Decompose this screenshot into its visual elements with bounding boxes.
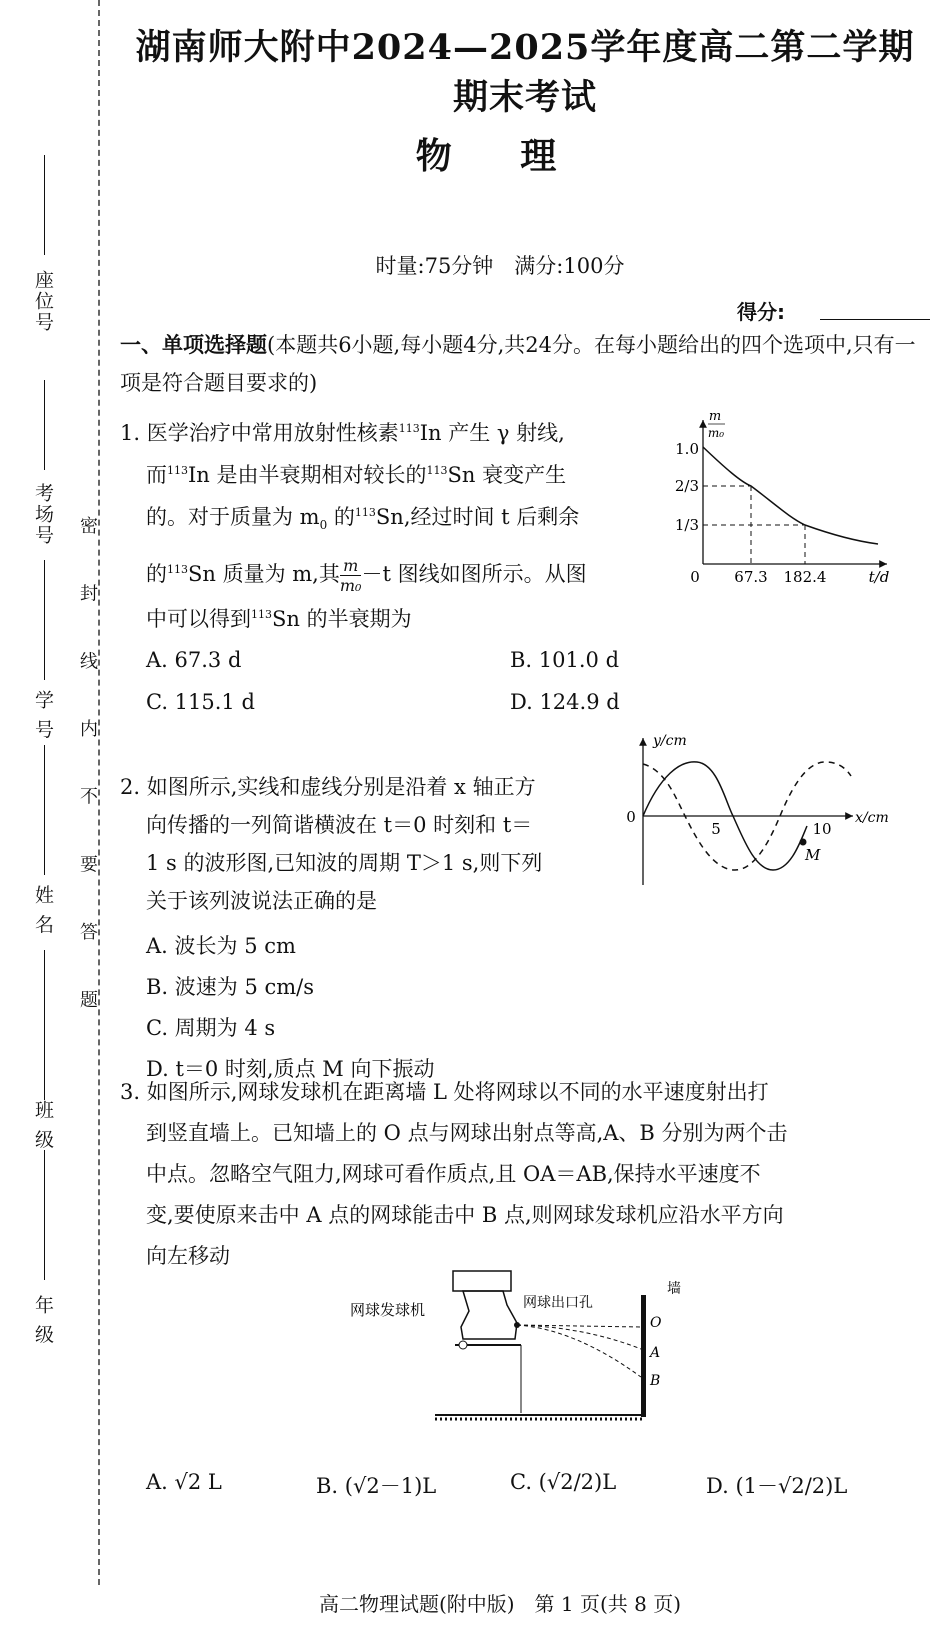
- q1-line: [120, 596, 680, 638]
- origin-label: 0: [626, 808, 636, 826]
- subscript: 0: [319, 518, 328, 533]
- outlet-label: 网球出口孔: [523, 1295, 593, 1311]
- score-blank: [820, 319, 930, 320]
- q1-text: －t 图线如图所示。从图: [361, 562, 587, 587]
- point-o-label: O: [650, 1315, 662, 1331]
- trajectory-b: [517, 1325, 641, 1377]
- q2-option-b[interactable]: B. 波速为 5 cm/s: [146, 975, 315, 999]
- q2-line: 向传播的一列简谐横波在 t＝0 时刻和 t＝: [146, 813, 533, 837]
- isotope-mass: 113: [167, 563, 188, 577]
- seat-label: 座位号: [32, 270, 54, 333]
- section-heading: [120, 326, 935, 402]
- q3-option-d[interactable]: D. (1－√2/2)L: [706, 1474, 848, 1498]
- x-tick-label: 67.3: [734, 568, 768, 586]
- machine-body: [461, 1291, 517, 1339]
- grade-label: 年 级: [32, 1295, 54, 1346]
- q1-text: 而: [146, 463, 167, 487]
- trajectory-o: [517, 1325, 641, 1327]
- wave-chart: [625, 730, 910, 900]
- isotope-mass: 113: [426, 464, 448, 477]
- trajectory-a: [517, 1325, 641, 1349]
- exam-title: 湖南师大附中2024—2025学年度高二第二学期期末考试: [135, 27, 915, 118]
- seal-notice: 密 封 线 内 不 要 答 题: [77, 516, 98, 1031]
- q3-line: 中点。忽略空气阻力,网球可看作质点,且 OA＝AB,保持水平速度不: [146, 1162, 761, 1186]
- x-tick-label: 182.4: [783, 568, 827, 586]
- fraction-num: m: [340, 556, 362, 576]
- room-blank: [44, 380, 45, 470]
- q1-text: 的: [146, 562, 167, 587]
- point-a-label: A: [650, 1345, 661, 1361]
- class-label: 班 级: [32, 1100, 54, 1151]
- q1-line: [120, 544, 680, 596]
- wall: [641, 1295, 646, 1417]
- name-label: 姓 名: [32, 885, 54, 936]
- q3-line: 变,要使原来击中 A 点的网球能击中 B 点,则网球发球机应沿水平方向: [146, 1203, 784, 1227]
- q3-option-c[interactable]: C. (√2/2)L: [510, 1470, 617, 1494]
- y-label: y/cm: [653, 733, 687, 749]
- x-tick-label: 5: [711, 820, 721, 838]
- q1-text: 的。对于质量为 m: [146, 505, 320, 529]
- q2-option-d[interactable]: D. t＝0 时刻,质点 M 向下振动: [146, 1057, 435, 1081]
- q1-text: In 产生 γ 射线,: [419, 421, 565, 445]
- section-title: 一、单项选择题: [120, 332, 267, 357]
- question-3: [120, 1072, 935, 1277]
- isotope-mass: 113: [354, 506, 376, 519]
- q1-option-b[interactable]: B. 101.0 d: [510, 648, 620, 672]
- q1-option-c[interactable]: C. 115.1 d: [146, 690, 255, 714]
- y-tick-label: 1/3: [674, 516, 699, 534]
- y-tick-label: 2/3: [674, 477, 699, 495]
- subject-title: 物 理: [415, 135, 585, 177]
- page-footer: 高二物理试题(附中版) 第 1 页(共 8 页): [318, 1592, 682, 1616]
- q1-text: In 是由半衰期相对较长的: [188, 463, 427, 487]
- class-blank: [44, 950, 45, 1100]
- tennis-figure: [345, 1265, 695, 1435]
- q1-line: [120, 452, 680, 494]
- decay-chart: [665, 400, 905, 620]
- section-note: (本题共6小题,每小题4分,共24分。在每小题给出的四个选项中,只有一项是符合题目要求的): [120, 333, 916, 395]
- score-label: 得分:: [737, 300, 785, 324]
- q1-text: 中可以得到: [146, 607, 251, 632]
- q1-text: Sn 的半衰期为: [272, 607, 412, 632]
- q2-option-a[interactable]: A. 波长为 5 cm: [146, 934, 296, 958]
- isotope-mass: 113: [251, 608, 272, 622]
- y-label-den: m₀: [707, 426, 725, 440]
- x-label: x/cm: [855, 810, 889, 826]
- grade-blank: [44, 1150, 45, 1280]
- question-1: [120, 410, 680, 638]
- y-tick-label: 1.0: [675, 440, 699, 458]
- machine-label: 网球发球机: [350, 1301, 426, 1319]
- q3-option-b[interactable]: B. (√2－1)L: [316, 1474, 437, 1498]
- q2-line: 2. 如图所示,实线和虚线分别是沿着 x 轴正方: [120, 775, 536, 799]
- isotope-mass: 113: [398, 422, 420, 435]
- q3-option-a[interactable]: A. √2 L: [146, 1470, 222, 1494]
- q3-line: 3. 如图所示,网球发球机在距离墙 L 处将网球以不同的水平速度射出打: [120, 1080, 769, 1104]
- decay-curve: [703, 447, 878, 544]
- origin-label: 0: [690, 568, 700, 586]
- point-m-marker: [800, 839, 807, 846]
- q1-text: Sn 衰变产生: [447, 463, 567, 487]
- isotope-mass: 113: [167, 464, 188, 477]
- wall-label: 墙: [667, 1281, 681, 1297]
- q1-line: [120, 494, 680, 544]
- q1-text: 1. 医学治疗中常用放射性核素: [120, 421, 399, 445]
- x-tick-label: 10: [812, 820, 832, 838]
- q3-line: 向左移动: [146, 1244, 230, 1268]
- y-label-num: m: [708, 409, 722, 424]
- name-blank: [44, 745, 45, 875]
- q1-option-d[interactable]: D. 124.9 d: [510, 690, 620, 714]
- q3-line: 到竖直墙上。已知墙上的 O 点与网球出射点等高,A、B 分别为两个击: [146, 1121, 788, 1145]
- student-no-label: 学 号: [32, 690, 54, 741]
- time-info: 时量:75分钟 满分:100分: [375, 254, 625, 278]
- fraction: [340, 556, 362, 595]
- x-label: t/d: [868, 568, 890, 586]
- point-m-label: M: [805, 846, 821, 864]
- room-label: 考场号: [32, 483, 54, 546]
- q1-text: Sn 质量为 m,其: [188, 562, 340, 587]
- ball-hopper: [453, 1271, 511, 1291]
- q2-line: 关于该列波说法正确的是: [146, 889, 377, 913]
- question-2: [120, 768, 640, 920]
- q1-text: 的: [327, 505, 355, 529]
- student-no-blank: [44, 560, 45, 680]
- q1-line: [120, 410, 680, 452]
- wheel: [459, 1341, 467, 1349]
- fraction-den: m₀: [339, 576, 362, 596]
- q2-option-c[interactable]: C. 周期为 4 s: [146, 1016, 276, 1040]
- q2-line: 1 s 的波形图,已知波的周期 T＞1 s,则下列: [146, 851, 543, 875]
- q1-option-a[interactable]: A. 67.3 d: [146, 648, 242, 672]
- point-b-label: B: [650, 1373, 661, 1389]
- q1-text: Sn,经过时间 t 后剩余: [375, 505, 580, 529]
